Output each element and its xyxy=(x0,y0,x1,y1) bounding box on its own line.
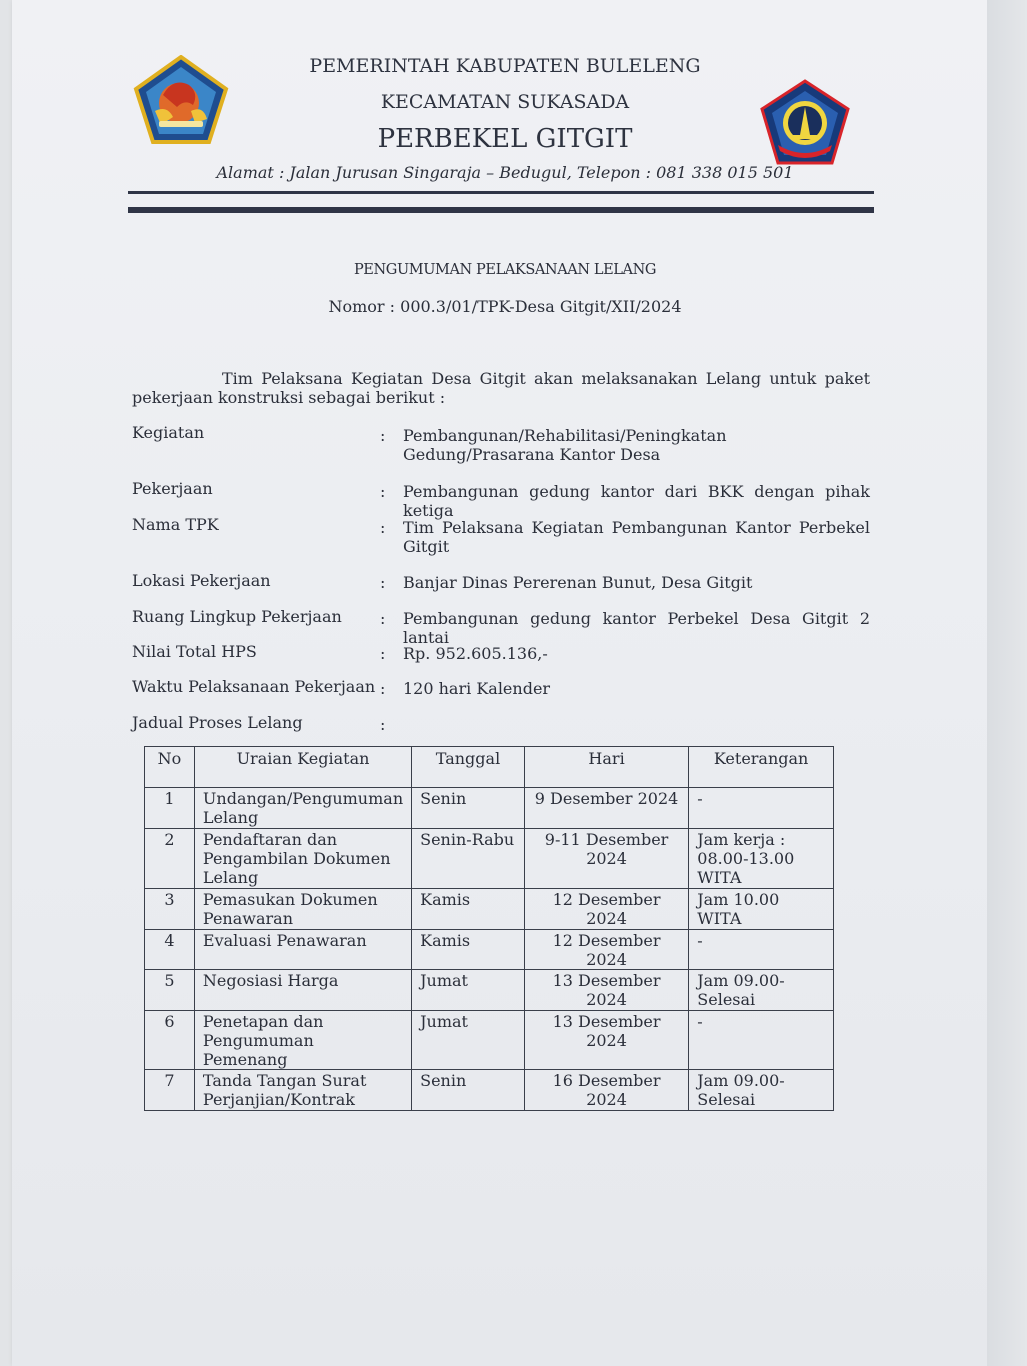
cell-hari: 12 Desember 2024 xyxy=(524,930,688,970)
detail-label-pekerjaan: Pekerjaan xyxy=(132,479,213,498)
cell-uraian: Evaluasi Penawaran xyxy=(194,930,411,970)
document-title: PENGUMUMAN PELAKSANAAN LELANG xyxy=(353,262,657,278)
col-header-keterangan: Keterangan xyxy=(689,747,834,788)
detail-value-ruang-lingkup: Pembangunan gedung kantor Perbekel Desa Gitgit 2 lantai xyxy=(403,609,870,647)
table-row xyxy=(145,970,834,1011)
table-row xyxy=(145,930,834,970)
intro-paragraph: Tim Pelaksana Kegiatan Desa Gitgit akan melaksanakan Lelang untuk paket pekerjaan konstruksi sebagai berikut : xyxy=(132,369,870,407)
buleleng-emblem-icon xyxy=(133,55,229,145)
col-header-hari: Hari xyxy=(524,747,688,788)
table-row xyxy=(145,1070,834,1111)
desa-emblem-icon xyxy=(760,79,850,167)
detail-value-pekerjaan: Pembangunan gedung kantor dari BKK dengan pihak ketiga xyxy=(403,482,870,520)
cell-keterangan: Jam 09.00-Selesai xyxy=(689,1070,834,1111)
cell-tanggal: Senin xyxy=(412,788,525,829)
header-district: KECAMATAN SUKASADA xyxy=(380,91,630,113)
cell-no: 6 xyxy=(145,1011,195,1070)
table-row xyxy=(145,889,834,930)
cell-hari: 13 Desember 2024 xyxy=(524,1011,688,1070)
header-village-head: PERBEKEL GITGIT xyxy=(377,124,633,154)
table-row xyxy=(145,788,834,829)
header-government: PEMERINTAH KABUPATEN BULELENG xyxy=(309,55,701,77)
detail-value-nilai-hps: Rp. 952.605.136,- xyxy=(403,644,548,663)
detail-value-kegiatan: Pembangunan/Rehabilitasi/Peningkatan Gedung/Prasarana Kantor Desa xyxy=(403,426,727,464)
cell-tanggal: Kamis xyxy=(412,930,525,970)
col-header-tanggal: Tanggal xyxy=(412,747,525,788)
cell-no: 4 xyxy=(145,930,195,970)
cell-hari: 13 Desember 2024 xyxy=(524,970,688,1011)
table-row xyxy=(145,1011,834,1070)
cell-tanggal: Senin xyxy=(412,1070,525,1111)
detail-label-lokasi: Lokasi Pekerjaan xyxy=(132,571,271,590)
cell-uraian: Pendaftaran dan Pengambilan Dokumen Lelang xyxy=(194,829,411,889)
detail-colon: : xyxy=(380,518,386,537)
detail-colon: : xyxy=(380,426,386,445)
detail-colon: : xyxy=(380,679,386,698)
background-edge-left xyxy=(0,0,12,1366)
cell-keterangan: - xyxy=(689,1011,834,1070)
cell-keterangan: - xyxy=(689,788,834,829)
header-rule-thin xyxy=(128,191,874,194)
cell-keterangan: - xyxy=(689,930,834,970)
cell-keterangan: Jam 09.00-Selesai xyxy=(689,970,834,1011)
cell-no: 1 xyxy=(145,788,195,829)
col-header-no: No xyxy=(145,747,195,788)
cell-keterangan: Jam 10.00 WITA xyxy=(689,889,834,930)
cell-keterangan: Jam kerja : 08.00-13.00 WITA xyxy=(689,829,834,889)
cell-tanggal: Jumat xyxy=(412,970,525,1011)
col-header-uraian: Uraian Kegiatan xyxy=(194,747,411,788)
detail-label-jadual: Jadual Proses Lelang xyxy=(132,713,303,732)
detail-colon: : xyxy=(380,482,386,501)
background-edge-right xyxy=(987,0,1027,1366)
cell-tanggal: Kamis xyxy=(412,889,525,930)
cell-no: 7 xyxy=(145,1070,195,1111)
cell-uraian: Undangan/Pengumuman Lelang xyxy=(194,788,411,829)
detail-value-lokasi: Banjar Dinas Pererenan Bunut, Desa Gitgit xyxy=(403,573,753,592)
detail-label-ruang-lingkup: Ruang Lingkup Pekerjaan xyxy=(132,607,342,626)
cell-uraian: Negosiasi Harga xyxy=(194,970,411,1011)
cell-uraian: Tanda Tangan Surat Perjanjian/Kontrak xyxy=(194,1070,411,1111)
cell-hari: 9 Desember 2024 xyxy=(524,788,688,829)
detail-colon: : xyxy=(380,573,386,592)
cell-tanggal: Senin-Rabu xyxy=(412,829,525,889)
detail-value-nama-tpk: Tim Pelaksana Kegiatan Pembangunan Kantor Perbekel Gitgit xyxy=(403,518,870,556)
header-address: Alamat : Jalan Jurusan Singaraja – Bedugul, Telepon : 081 338 015 501 xyxy=(216,163,794,182)
table-header-row xyxy=(145,747,834,788)
detail-colon: : xyxy=(380,609,386,628)
detail-value-waktu: 120 hari Kalender xyxy=(403,679,551,698)
cell-no: 5 xyxy=(145,970,195,1011)
header-rule-thick xyxy=(128,207,874,213)
cell-no: 2 xyxy=(145,829,195,889)
cell-hari: 12 Desember 2024 xyxy=(524,889,688,930)
schedule-table xyxy=(144,746,834,1111)
detail-colon: : xyxy=(380,644,386,663)
detail-label-nilai-hps: Nilai Total HPS xyxy=(132,642,257,661)
cell-no: 3 xyxy=(145,889,195,930)
table-row xyxy=(145,829,834,889)
document-number: Nomor : 000.3/01/TPK-Desa Gitgit/XII/2024 xyxy=(328,297,682,316)
detail-colon: : xyxy=(380,715,386,734)
cell-uraian: Penetapan dan Pengumuman Pemenang xyxy=(194,1011,411,1070)
detail-label-nama-tpk: Nama TPK xyxy=(132,515,219,534)
cell-uraian: Pemasukan Dokumen Penawaran xyxy=(194,889,411,930)
cell-hari: 9-11 Desember 2024 xyxy=(524,829,688,889)
cell-tanggal: Jumat xyxy=(412,1011,525,1070)
detail-label-waktu: Waktu Pelaksanaan Pekerjaan xyxy=(132,677,376,696)
detail-label-kegiatan: Kegiatan xyxy=(132,423,205,442)
cell-hari: 16 Desember 2024 xyxy=(524,1070,688,1111)
